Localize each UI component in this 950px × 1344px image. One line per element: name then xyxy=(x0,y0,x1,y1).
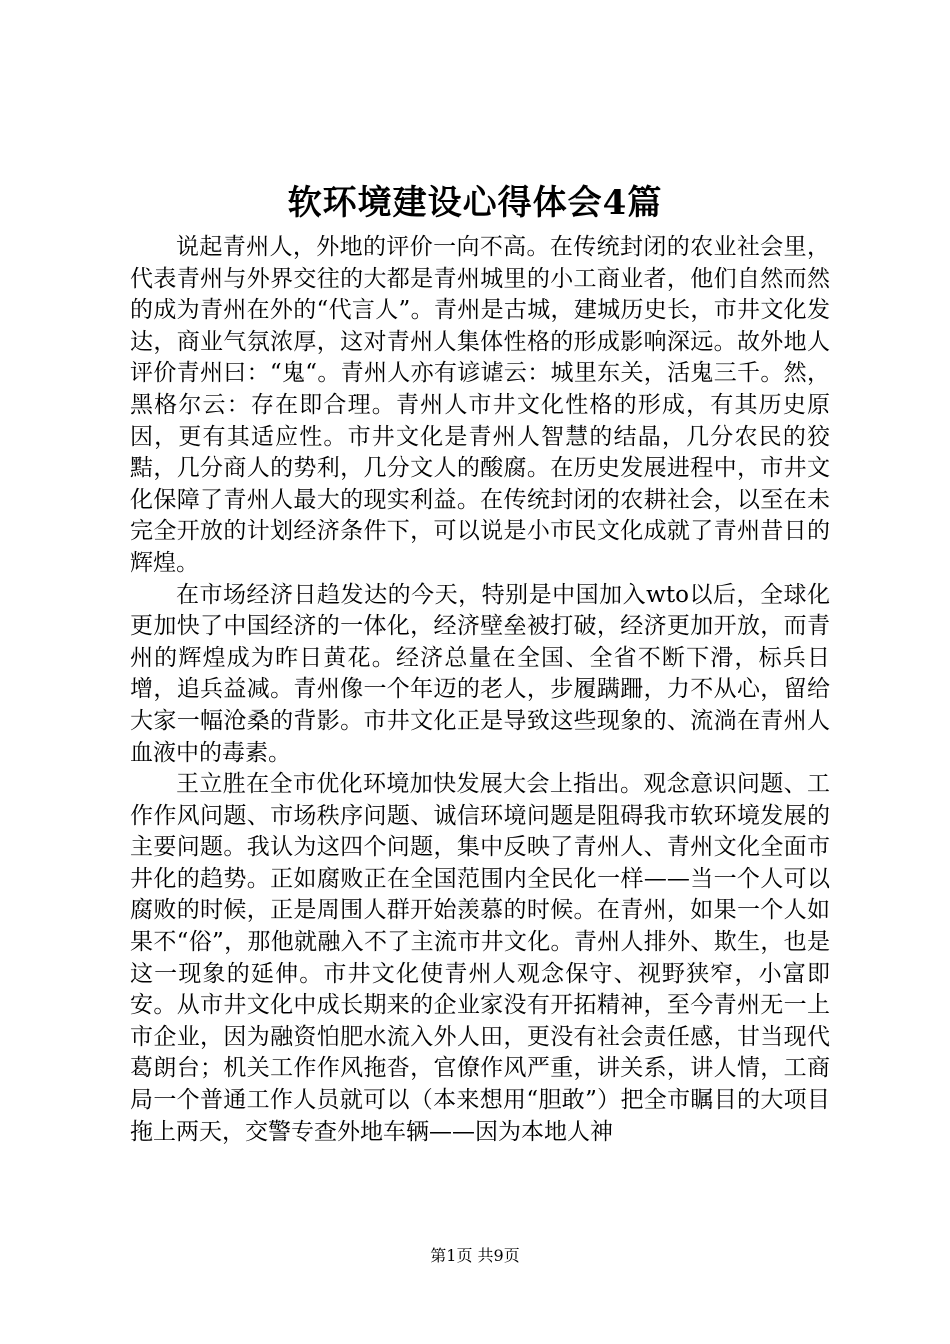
paragraph-1: 说起青州人，外地的评价一向不高。在传统封闭的农业社会里，代表青州与外界交往的大都是青州城里的小工商业者，他们自然而然的成为青州在外的“代言人”。青州是古城，建城历史长，市井文化发达，商业气氛浓厚，这对青州人集体性格的形成影响深远。故外地人评价青州曰：“鬼“。青州人亦有谚谑云：城里东关，活鬼三千。然，黑格尔云：存在即合理。青州人市井文化性格的形成，有其历史原因，更有其适应性。市井文化是青州人智慧的结晶，几分农民的狡黠，几分商人的势利，几分文人的酸腐。在历史发展进程中，市井文化保障了青州人最大的现实利益。在传统封闭的农耕社会，以至在未完全开放的计划经济条件下，可以说是小市民文化成就了青州昔日的辉煌。 xyxy=(130,234,830,576)
page-footer xyxy=(0,1246,950,1266)
paragraph-2: 在市场经济日趋发达的今天，特别是中国加入wto以后，全球化更加快了中国经济的一体化，经济壁垒被打破，经济更加开放，而青州的辉煌成为昨日黄花。经济总量在全国、全省不断下滑，标兵日增，追兵益减。青州像一个年迈的老人，步履蹒跚，力不从心，留给大家一幅沧桑的背影。市井文化正是导致这些现象的、流淌在青州人血液中的毒素。 xyxy=(130,581,830,766)
page-number: 第1页 共9页 xyxy=(430,1246,520,1265)
document-body xyxy=(130,232,830,1148)
paragraph-3: 王立胜在全市优化环境加快发展大会上指出。观念意识问题、工作作风问题、市场秩序问题、诚信环境问题是阻碍我市软环境发展的主要问题。我认为这四个问题，集中反映了青州人、青州文化全面市井化的趋势。正如腐败正在全国范围内全民化一样——当一个人可以腐败的时候，正是周围人群开始羡慕的时候。在青州，如果一个人如果不“俗”，那他就融入不了主流市井文化。青州人排外、欺生，也是这一现象的延伸。市井文化使青州人观念保守、视野狭窄，小富即安。从市井文化中成长期来的企业家没有开拓精神，至今青州无一上市企业，因为融资怕肥水流入外人田，更没有社会责任感，甘当现代葛朗台；机关工作作风拖沓，官僚作风严重，讲关系，讲人情，工商局一个普通工作人员就可以（本来想用“胆敢”）把全市瞩目的大项目拖上两天，交警专查外地车辆——因为本地人神 xyxy=(130,771,830,1145)
document-title: 软环境建设心得体会4篇 xyxy=(287,183,663,223)
